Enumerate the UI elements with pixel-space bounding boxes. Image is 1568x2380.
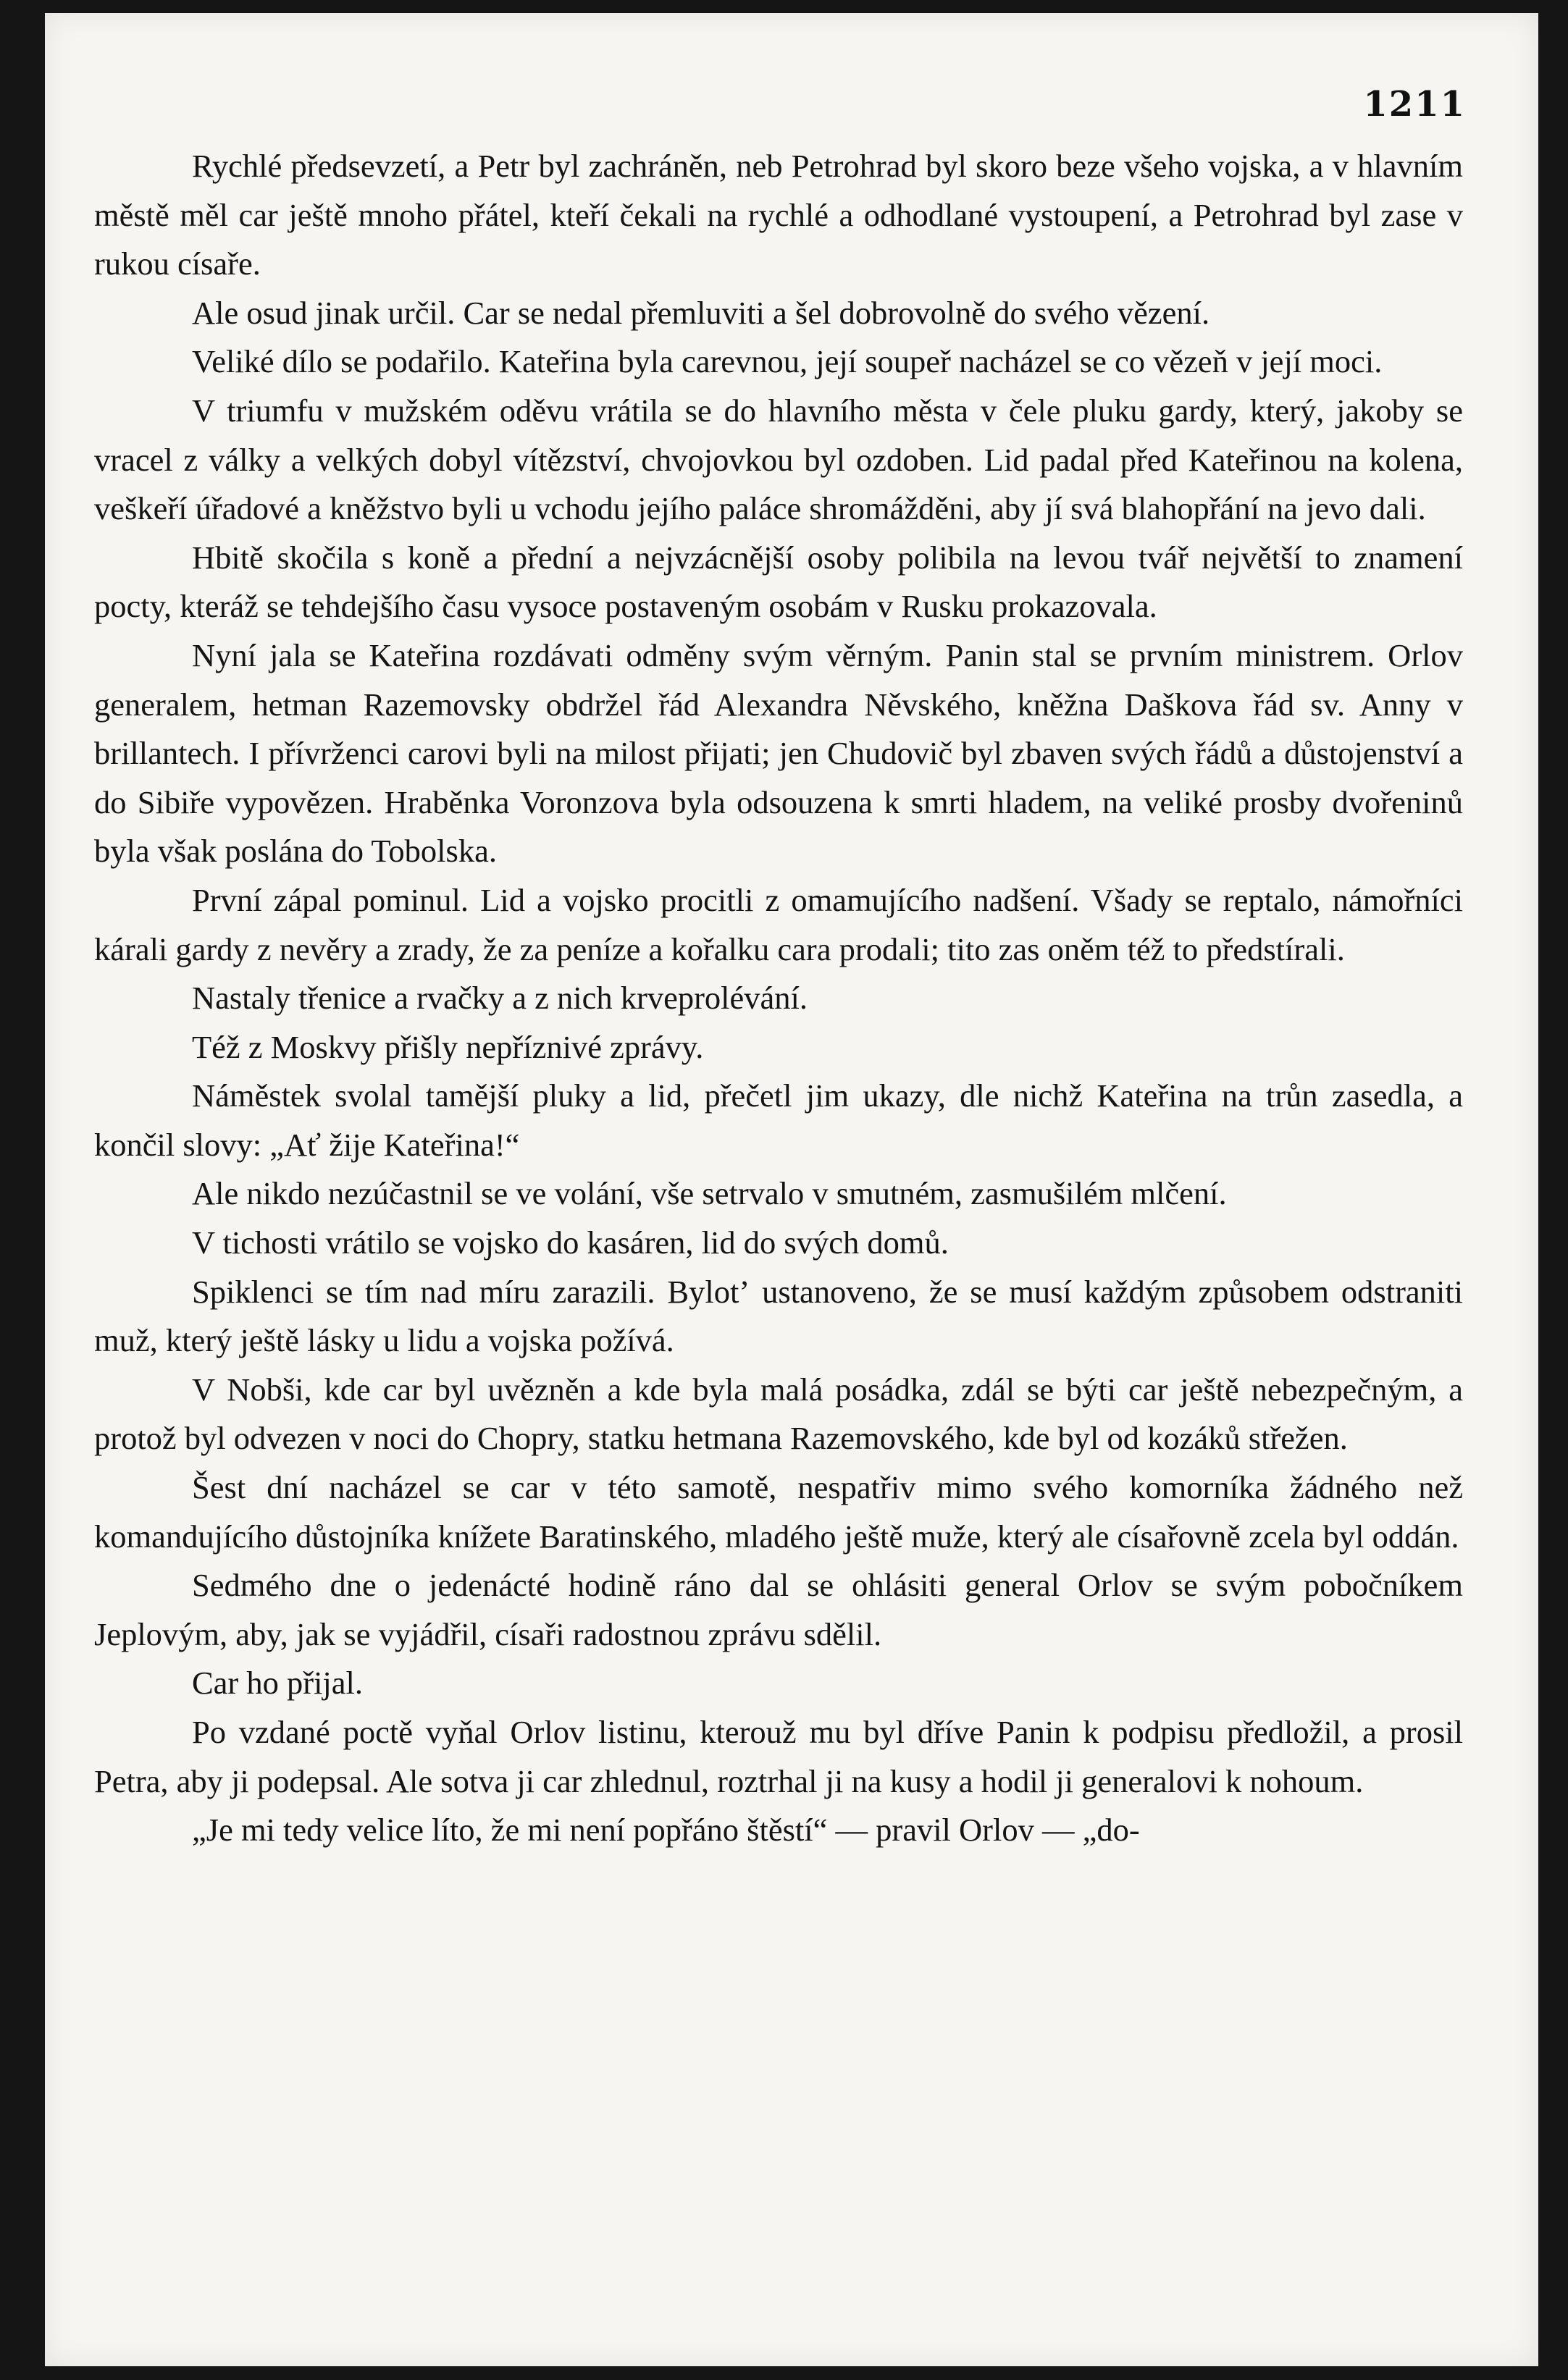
paragraph: Rychlé předsevzetí, a Petr byl zachráněn, neb Petrohrad byl skoro beze všeho vojska, a v hlavním městě měl car ještě mnoho přátel, kteří čekali na rychlé a odhodlané vystoupení, a Petrohrad byl zase v rukou císaře. (94, 148, 1463, 282)
paragraph: Hbitě skočila s koně a přední a nejvzácnější osoby polibila na levou tvář největší to znamení pocty, kteráž se tehdejšího času vysoce postaveným osobám v Rusku prokazovala. (94, 539, 1463, 625)
paragraph: Sedmého dne o jedenácté hodině ráno dal se ohlásiti general Orlov se svým pobočníkem Jeplovým, aby, jak se vyjádřil, císaři radostnou zprávu sdělil. (94, 1567, 1463, 1652)
page-number: 1211 (1363, 84, 1466, 125)
paragraph: Nastaly třenice a rvačky a z nich krveprolévání. (192, 980, 808, 1017)
book-page (45, 13, 1538, 2366)
paragraph: Nyní jala se Kateřina rozdávati odměny svým věrným. Panin stal se prvním ministrem. Orlov generalem, hetman Razemovsky obdržel řád Alexandra Něvského, kněžna Daškova řád sv. Anny v brillantech. I přívrženci carovi byli na milost přijati; jen Chudovič byl zbaven svých řádů a důstojenství a do Sibiře vypovězen. Hraběnka Voronzova byla odsouzena k smrti hladem, na veliké prosby dvořeninů byla však poslána do Tobolska. (94, 636, 1463, 870)
paragraph: Spiklenci se tím nad míru zarazili. Bylotʼ ustanoveno, že se musí každým způsobem odstraniti muž, který ještě lásky u lidu a vojska požívá. (94, 1273, 1463, 1359)
paragraph: V tichosti vrátilo se vojsko do kasáren, lid do svých domů. (192, 1224, 949, 1261)
paragraph: Též z Moskvy přišly nepříznivé zprávy. (192, 1028, 704, 1065)
paragraph: Po vzdané poctě vyňal Orlov listinu, kterouž mu byl dříve Panin k podpisu předložil, a prosil Petra, aby ji podepsal. Ale sotva ji car zhlednul, roztrhal ji na kusy a hodil ji generalovi k nohoum. (94, 1714, 1463, 1799)
paragraph: „Je mi tedy velice líto, že mi není popřáno štěstí“ — pravil Orlov — „do- (192, 1812, 1140, 1849)
paragraph: Car ho přijal. (192, 1665, 364, 1702)
paragraph: V Nobši, kde car byl uvězněn a kde byla malá posádka, zdál se býti car ještě nebezpečným, a protož byl odvezen v noci do Chopry, statku hetmana Razemovského, kde byl od kozáků střežen. (94, 1371, 1463, 1457)
paragraph: Ale osud jinak určil. Car se nedal přemluviti a šel dobrovolně do svého vězení. (192, 294, 1210, 331)
paragraph: V triumfu v mužském oděvu vrátila se do hlavního města v čele pluku gardy, který, jakoby se vracel z války a velkých dobyl vítězství, chvojovkou byl ozdoben. Lid padal před Kateřinou na kolena, veškeří úřadové a kněžstvo byli u vchodu jejího paláce shromážděni, aby jí svá blahopřání na jevo dali. (94, 392, 1463, 527)
paragraph: První zápal pominul. Lid a vojsko procitli z omamujícího nadšení. Všady se reptalo, námořníci kárali gardy z nevěry a zrady, že za peníze a kořalku cara prodali; tito zas oněm též to předstírali. (94, 881, 1463, 967)
body-text (94, 142, 1463, 1855)
paragraph: Veliké dílo se podařilo. Kateřina byla carevnou, její soupeř nacházel se co vězeň v její moci. (192, 343, 1383, 380)
paragraph: Náměstek svolal tamější pluky a lid, přečetl jim ukazy, dle nichž Kateřina na trůn zasedla, a končil slovy: „Ať žije Kateřina!“ (94, 1077, 1463, 1163)
paragraph: Ale nikdo nezúčastnil se ve volání, vše setrvalo v smutném, zasmušilém mlčení. (192, 1175, 1227, 1212)
paragraph: Šest dní nacházel se car v této samotě, nespatřiv mimo svého komorníka žádného než komandujícího důstojníka knížete Baratinského, mladého ještě muže, který ale císařovně zcela byl oddán. (94, 1469, 1463, 1555)
